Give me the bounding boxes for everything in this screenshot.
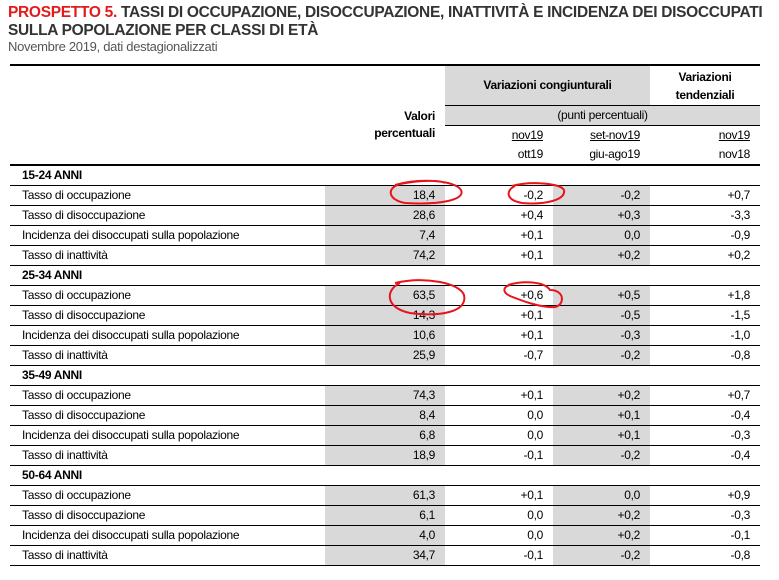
valori-header: [325, 65, 445, 126]
tendenziali-cell: -3,3: [650, 206, 760, 226]
section-header: [10, 366, 760, 386]
valori-cell: 10,6: [325, 326, 445, 346]
title-text: TASSI DI OCCUPAZIONE, DISOCCUPAZIONE, INATTIVITÀ E INCIDENZA DEI DISOCCUPATI SULLA POPOLAZIONE PER CLASSI DI ETÀ: [8, 4, 763, 39]
tendenziali-cell: +0,9: [650, 486, 760, 506]
cong-month-cell: 0,0: [445, 426, 553, 446]
section-label: 50-64 ANNI: [10, 466, 760, 486]
valori-cell: 18,9: [325, 446, 445, 466]
cong-month-cell: 0,0: [445, 506, 553, 526]
table-row: [10, 326, 760, 346]
section-label: 35-49 ANNI: [10, 366, 760, 386]
tendenziali-cell: +0,7: [650, 186, 760, 206]
cong-quarter-cell: +0,2: [553, 506, 650, 526]
tendenziali-cell: -1,5: [650, 306, 760, 326]
table-row: [10, 486, 760, 506]
cong-quarter-cell: -0,2: [553, 346, 650, 366]
valori-cell: 8,4: [325, 406, 445, 426]
valori-cell: 63,5: [325, 286, 445, 306]
cong-month-cell: 0,0: [445, 406, 553, 426]
cong-quarter-cell: -0,3: [553, 326, 650, 346]
table-row: [10, 226, 760, 246]
col2-bottom: ott19: [445, 145, 553, 165]
cong-quarter-cell: +0,1: [553, 406, 650, 426]
tendenziali-cell: -0,3: [650, 506, 760, 526]
title-prefix: PROSPETTO 5.: [8, 4, 117, 21]
cong-month-cell: -0,1: [445, 446, 553, 466]
row-label: Incidenza dei disoccupati sulla popolazione: [10, 326, 325, 346]
table-row: [10, 526, 760, 546]
tendenziali-cell: -0,4: [650, 446, 760, 466]
cong-quarter-cell: 0,0: [553, 486, 650, 506]
valori-cell: 14,3: [325, 306, 445, 326]
table-row: [10, 446, 760, 466]
valori-cell: 18,4: [325, 186, 445, 206]
tendenziali-cell: +1,8: [650, 286, 760, 306]
subtitle: Novembre 2019, dati destagionalizzati: [8, 39, 218, 54]
tendenziali-line2: tendenziali: [675, 87, 735, 102]
table-title: [8, 4, 773, 40]
tendenziali-cell: -0,8: [650, 346, 760, 366]
table-row: [10, 426, 760, 446]
row-label: Tasso di disoccupazione: [10, 506, 325, 526]
section-header: [10, 266, 760, 286]
table-row: [10, 206, 760, 226]
col4-top: nov19: [718, 128, 750, 142]
row-label: Tasso di disoccupazione: [10, 206, 325, 226]
section-label: 25-34 ANNI: [10, 266, 760, 286]
cong-quarter-cell: -0,2: [553, 186, 650, 206]
valori-cell: 4,0: [325, 526, 445, 546]
cong-quarter-cell: -0,2: [553, 446, 650, 466]
valori-cell: 34,7: [325, 546, 445, 566]
row-label: Tasso di inattività: [10, 246, 325, 266]
cong-month-cell: +0,1: [445, 326, 553, 346]
tendenziali-cell: -0,3: [650, 426, 760, 446]
cong-month-cell: +0,1: [445, 386, 553, 406]
valori-line2: percentuali: [374, 125, 435, 140]
table-row: [10, 246, 760, 266]
row-label: Tasso di inattività: [10, 546, 325, 566]
cong-quarter-cell: +0,2: [553, 386, 650, 406]
cong-month-cell: +0,4: [445, 206, 553, 226]
table-row: [10, 406, 760, 426]
cong-quarter-cell: -0,5: [553, 306, 650, 326]
col2-top: nov19: [511, 128, 543, 142]
row-label: Tasso di occupazione: [10, 386, 325, 406]
cong-quarter-cell: +0,2: [553, 526, 650, 546]
tendenziali-cell: -0,9: [650, 226, 760, 246]
cong-month-cell: 0,0: [445, 526, 553, 546]
valori-cell: 61,3: [325, 486, 445, 506]
tendenziali-cell: +0,2: [650, 246, 760, 266]
cong-quarter-cell: +0,3: [553, 206, 650, 226]
table-row: [10, 346, 760, 366]
section-header: [10, 165, 760, 186]
row-label: Tasso di occupazione: [10, 486, 325, 506]
row-label: Tasso di disoccupazione: [10, 406, 325, 426]
table-row: [10, 306, 760, 326]
tendenziali-cell: -1,0: [650, 326, 760, 346]
valori-cell: 25,9: [325, 346, 445, 366]
valori-line1: Valori: [404, 108, 435, 123]
row-label: Tasso di inattività: [10, 346, 325, 366]
cong-quarter-cell: -0,2: [553, 546, 650, 566]
tendenziali-header: [650, 65, 760, 106]
cong-quarter-cell: 0,0: [553, 226, 650, 246]
cong-month-cell: +0,1: [445, 226, 553, 246]
congiunturali-header: Variazioni congiunturali: [445, 65, 650, 106]
valori-cell: 28,6: [325, 206, 445, 226]
cong-month-cell: +0,1: [445, 246, 553, 266]
table-row: [10, 506, 760, 526]
cong-month-cell: +0,1: [445, 306, 553, 326]
data-table: [10, 64, 760, 566]
col3-top: set-nov19: [590, 128, 640, 142]
cong-month-cell: -0,1: [445, 546, 553, 566]
cong-quarter-cell: +0,2: [553, 246, 650, 266]
row-label: Incidenza dei disoccupati sulla popolazione: [10, 226, 325, 246]
table-row: [10, 386, 760, 406]
cong-month-cell: +0,6: [445, 286, 553, 306]
cong-month-cell: +0,1: [445, 486, 553, 506]
valori-cell: 7,4: [325, 226, 445, 246]
tendenziali-line1: Variazioni: [678, 69, 732, 84]
row-label: Incidenza dei disoccupati sulla popolazione: [10, 426, 325, 446]
unit-header: (punti percentuali): [445, 106, 760, 126]
cong-month-cell: -0,2: [445, 186, 553, 206]
row-label: Tasso di disoccupazione: [10, 306, 325, 326]
tendenziali-cell: -0,4: [650, 406, 760, 426]
cong-quarter-cell: +0,5: [553, 286, 650, 306]
tendenziali-cell: -0,8: [650, 546, 760, 566]
valori-cell: 6,8: [325, 426, 445, 446]
table-row: [10, 186, 760, 206]
row-label: Tasso di occupazione: [10, 186, 325, 206]
cong-month-cell: -0,7: [445, 346, 553, 366]
tendenziali-cell: -0,1: [650, 526, 760, 546]
row-label: Tasso di occupazione: [10, 286, 325, 306]
row-label: Incidenza dei disoccupati sulla popolazione: [10, 526, 325, 546]
section-label: 15-24 ANNI: [10, 165, 760, 186]
col3-bottom: giu-ago19: [553, 145, 650, 165]
table-row: [10, 546, 760, 566]
table-row: [10, 286, 760, 306]
valori-cell: 74,2: [325, 246, 445, 266]
section-header: [10, 466, 760, 486]
col4-bottom: nov18: [650, 145, 760, 165]
valori-cell: 74,3: [325, 386, 445, 406]
valori-cell: 6,1: [325, 506, 445, 526]
tendenziali-cell: +0,7: [650, 386, 760, 406]
cong-quarter-cell: +0,1: [553, 426, 650, 446]
row-label: Tasso di inattività: [10, 446, 325, 466]
